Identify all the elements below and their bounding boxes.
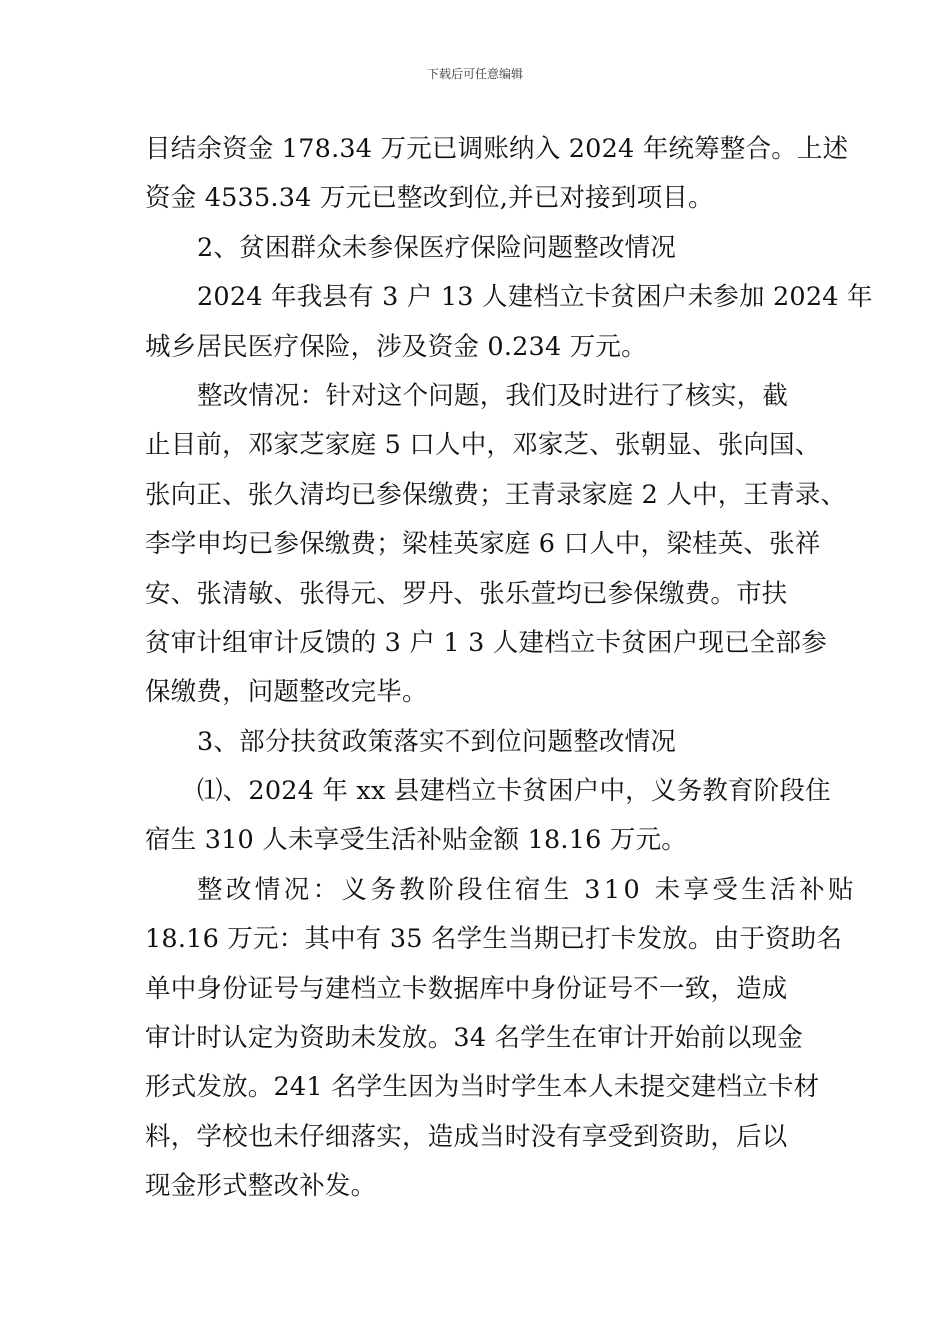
paragraph-line: 安、张清敏、张得元、罗丹、张乐萱均已参保缴费。市扶 — [145, 578, 788, 609]
paragraph-line: ⑴、2024 年 xx 县建档立卡贫困户中，义务教育阶段住 — [197, 776, 831, 807]
paragraph-line: 宿生 310 人未享受生活补贴金额 18.16 万元。 — [145, 825, 687, 856]
page-header-note: 下载后可任意编辑 — [426, 67, 523, 81]
paragraph-line: 审计时认定为资助未发放。34 名学生在审计开始前以现金 — [145, 1023, 803, 1054]
paragraph-line: 2024 年我县有 3 户 13 人建档立卡贫困户未参加 2024 年 — [197, 282, 873, 313]
section-heading: 2、贫困群众未参保医疗保险问题整改情况 — [197, 232, 677, 263]
paragraph-line: 张向正、张久清均已参保缴费；王青录家庭 2 人中，王青录、 — [145, 479, 847, 510]
paragraph-line: 单中身份证号与建档立卡数据库中身份证号不一致，造成 — [145, 973, 788, 1004]
paragraph-line: 李学申均已参保缴费；梁桂英家庭 6 口人中，梁桂英、张祥 — [145, 529, 821, 560]
document-body — [145, 127, 873, 1214]
paragraph-line: 整改情况：义务教阶段住宿生 310 未享受生活补贴 — [197, 874, 857, 905]
paragraph-line: 城乡居民医疗保险，涉及资金 0.234 万元。 — [145, 331, 647, 362]
paragraph-line: 形式发放。241 名学生因为当时学生本人未提交建档立卡材 — [145, 1072, 820, 1103]
paragraph-line: 止目前，邓家芝家庭 5 口人中，邓家芝、张朝显、张向国、 — [145, 430, 821, 461]
paragraph-line: 料，学校也未仔细落实，造成当时没有享受到资助，后以 — [145, 1121, 788, 1152]
paragraph-line: 现金形式整改补发。 — [145, 1171, 377, 1202]
paragraph-line: 贫审计组审计反馈的 3 户 1 3 人建档立卡贫困户现已全部参 — [145, 627, 827, 658]
section-heading: 3、部分扶贫政策落实不到位问题整改情况 — [197, 726, 677, 757]
paragraph-line: 整改情况：针对这个问题，我们及时进行了核实，截 — [197, 380, 789, 411]
paragraph-line: 资金 4535.34 万元已整改到位,并已对接到项目。 — [145, 183, 714, 214]
paragraph-line: 18.16 万元：其中有 35 名学生当期已打卡发放。由于资助名 — [145, 924, 843, 955]
paragraph-line: 保缴费，问题整改完毕。 — [145, 677, 428, 708]
paragraph-line: 目结余资金 178.34 万元已调账纳入 2024 年统筹整合。上述 — [145, 134, 849, 164]
